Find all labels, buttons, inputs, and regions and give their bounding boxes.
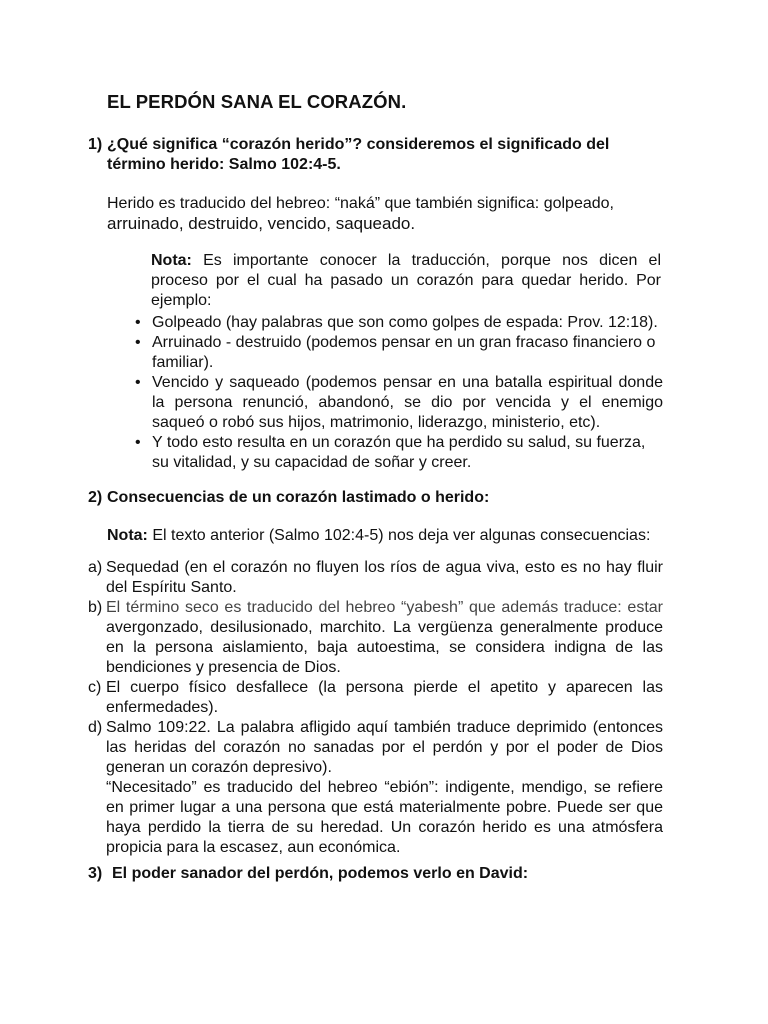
item-label: c) (88, 679, 102, 696)
list-item: b) El término seco es traducido del hebreo “yabesh” que además traduce: estar avergonzado, desilusionado, marchito. La vergüenza generalmente produce en la persona aislamiento, baja autoestima, se considera indigna de las bendiciones y presencia de Dios. (88, 599, 663, 676)
list-item: • Vencido y saqueado (podemos pensar en una batalla espiritual donde la persona renunció, abandonó, se dio por vencida y el enemigo saqueó o robó sus hijos, matrimonio, liderazgo, ministerio, etc). (135, 374, 663, 431)
bullet-icon: • (135, 374, 141, 391)
section-1-intro-line-1: Herido es traducido del hebreo: “naká” que también significa: golpeado, (107, 195, 614, 212)
section-1-bullet-list (131, 313, 663, 473)
section-1-intro-line-2: arruinado, destruido, vencido, saqueado. (107, 214, 416, 233)
item-label: a) (88, 559, 103, 576)
section-1-heading (88, 135, 668, 175)
item-label: d) (88, 719, 103, 736)
list-item: a) Sequedad (en el corazón no fluyen los ríos de agua viva, esto es no hay fluir del Espíritu Santo. (88, 559, 663, 596)
note-label: Nota: (151, 252, 192, 269)
list-item: • Arruinado - destruido (podemos pensar en un gran fracaso financiero o familiar). (135, 334, 656, 371)
section-2-consequence-list (88, 558, 663, 858)
bullet-icon: • (135, 314, 141, 331)
list-item: c) El cuerpo físico desfallece (la persona pierde el apetito y aparecen las enfermedades). (88, 679, 663, 716)
section-1-note (151, 251, 661, 311)
list-item: • Golpeado (hay palabras que son como golpes de espada: Prov. 12:18). (135, 314, 658, 331)
document-title: EL PERDÓN SANA EL CORAZÓN. (107, 91, 407, 112)
section-3-heading (88, 864, 668, 884)
bullet-icon: • (135, 334, 141, 351)
item-label: b) (88, 599, 103, 616)
section-heading-text: Consecuencias de un corazón lastimado o herido: (107, 489, 490, 506)
note-text: El texto anterior (Salmo 102:4-5) nos deja ver algunas consecuencias: (147, 527, 651, 544)
section-heading-text: El poder sanador del perdón, podemos verlo en David: (112, 865, 529, 882)
section-number: 3) (88, 865, 103, 882)
section-number: 1) (88, 136, 103, 153)
section-2-heading (88, 488, 668, 508)
list-item: • Y todo esto resulta en un corazón que ha perdido su salud, su fuerza, su vitalidad, y su capacidad de soñar y creer. (135, 434, 646, 471)
note-text: Es importante conocer la traducción, porque nos dicen el proceso por el cual ha pasado un corazón para quedar herido. Por ejemplo: (151, 252, 661, 309)
section-2-note (107, 526, 650, 546)
section-number: 2) (88, 489, 103, 506)
list-item: d) Salmo 109:22. La palabra afligido aquí también traduce deprimido (entonces las heridas del corazón no sanadas por el perdón y por el poder de Dios generan un corazón depresivo). “Necesitado” es traducido del hebreo “ebión”: indigente, mendigo, se refiere en primer lugar a una persona que está materialmente pobre. Puede ser que haya perdido la tierra de su heredad. Un corazón herido es una atmósfera propicia para la escasez, aun económica. (88, 719, 663, 856)
section-heading-text: ¿Qué significa “corazón herido”? consideremos el significado del término herido: Salmo 102:4-5. (107, 136, 610, 173)
note-label: Nota: (107, 527, 148, 544)
bullet-icon: • (135, 434, 141, 451)
